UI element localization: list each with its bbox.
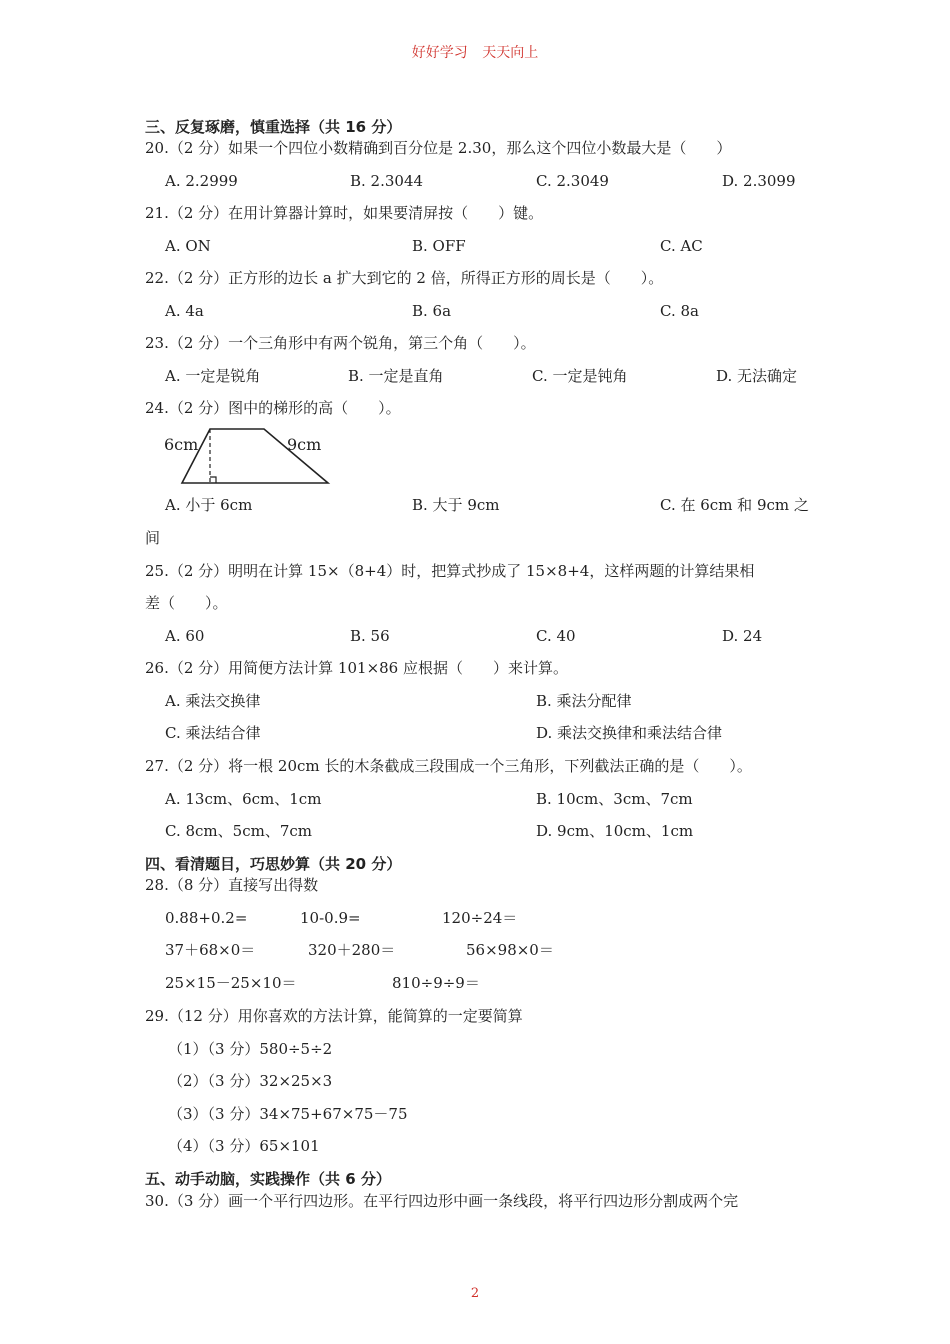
q30-text: 30.（3 分）画一个平行四边形。在平行四边形中画一条线段，将平行四边形分割成两个完 xyxy=(145,1192,739,1210)
header-right: 天天向上 xyxy=(482,45,539,61)
q21-option-c: C. AC xyxy=(660,237,703,255)
q25-text-line2: 差（ ）。 xyxy=(145,594,228,612)
q21-text: 21.（2 分）在用计算器计算时，如果要清屏按（ ）键。 xyxy=(145,204,544,222)
q27-option-d: D. 9cm、10cm、1cm xyxy=(536,822,694,840)
q23-option-b: B. 一定是直角 xyxy=(348,367,444,385)
q23-option-d: D. 无法确定 xyxy=(716,367,798,385)
section-3-title: 三、反复琢磨，慎重选择（共 16 分） xyxy=(145,118,402,136)
q24-option-c-continued: 间 xyxy=(145,529,161,547)
q27-option-a: A. 13cm、6cm、1cm xyxy=(165,790,322,808)
q24-option-a: A. 小于 6cm xyxy=(165,496,253,514)
q24-text: 24.（2 分）图中的梯形的高（ ）。 xyxy=(145,399,401,417)
q20-option-a: A. 2.2999 xyxy=(165,172,238,190)
q22-option-b: B. 6a xyxy=(412,302,452,320)
q26-text: 26.（2 分）用简便方法计算 101×86 应根据（ ）来计算。 xyxy=(145,659,568,677)
q26-option-c: C. 乘法结合律 xyxy=(165,724,261,742)
trapezoid-right-label: 9cm xyxy=(287,435,322,454)
q27-option-c: C. 8cm、5cm、7cm xyxy=(165,822,312,840)
page-number: 2 xyxy=(470,1286,480,1301)
q20-option-c: C. 2.3049 xyxy=(536,172,609,190)
section-5-title: 五、动手动脑，实践操作（共 6 分） xyxy=(145,1170,391,1188)
q28-item: 37＋68×0＝ xyxy=(165,941,256,959)
q23-option-a: A. 一定是锐角 xyxy=(165,367,261,385)
q25-option-c: C. 40 xyxy=(536,627,576,645)
page-header xyxy=(0,42,950,62)
q23-text: 23.（2 分）一个三角形中有两个锐角，第三个角（ ）。 xyxy=(145,334,536,352)
right-angle-mark xyxy=(210,477,216,483)
q29-part-3: （3）（3 分）34×75+67×75－75 xyxy=(168,1105,408,1123)
q20-text: 20.（2 分）如果一个四位小数精确到百分位是 2.30，那么这个四位小数最大是（ ） xyxy=(145,139,732,157)
section-4-title: 四、看清题目，巧思妙算（共 20 分） xyxy=(145,855,402,873)
q24-option-c: C. 在 6cm 和 9cm 之 xyxy=(660,496,809,514)
q27-text: 27.（2 分）将一根 20cm 长的木条截成三段围成一个三角形，下列截法正确的是（ ）。 xyxy=(145,757,752,775)
q22-option-c: C. 8a xyxy=(660,302,699,320)
q28-text: 28.（8 分）直接写出得数 xyxy=(145,876,319,894)
q28-item: 810÷9÷9＝ xyxy=(392,974,480,992)
q20-option-b: B. 2.3044 xyxy=(350,172,424,190)
q29-part-4: （4）（3 分）65×101 xyxy=(168,1137,320,1155)
q28-item: 56×98×0＝ xyxy=(466,941,554,959)
q29-text: 29.（12 分）用你喜欢的方法计算，能简算的一定要简算 xyxy=(145,1007,523,1025)
q25-option-d: D. 24 xyxy=(722,627,763,645)
q26-option-d: D. 乘法交换律和乘法结合律 xyxy=(536,724,723,742)
trapezoid-figure xyxy=(160,425,340,487)
q25-option-a: A. 60 xyxy=(165,627,205,645)
header-left: 好好学习 xyxy=(411,45,468,61)
q22-option-a: A. 4a xyxy=(165,302,204,320)
trapezoid-left-label: 6cm xyxy=(164,435,199,454)
q28-item: 25×15－25×10＝ xyxy=(165,974,297,992)
q23-option-c: C. 一定是钝角 xyxy=(532,367,628,385)
q28-item: 120÷24＝ xyxy=(442,909,518,927)
q25-option-b: B. 56 xyxy=(350,627,390,645)
q21-option-b: B. OFF xyxy=(412,237,466,255)
q26-option-b: B. 乘法分配律 xyxy=(536,692,632,710)
q20-option-d: D. 2.3099 xyxy=(722,172,796,190)
q28-item: 0.88+0.2= xyxy=(165,909,248,927)
q28-item: 320＋280＝ xyxy=(308,941,396,959)
q28-item: 10-0.9= xyxy=(300,909,361,927)
q29-part-1: （1）（3 分）580÷5÷2 xyxy=(168,1040,333,1058)
q27-option-b: B. 10cm、3cm、7cm xyxy=(536,790,693,808)
q26-option-a: A. 乘法交换律 xyxy=(165,692,261,710)
q24-option-b: B. 大于 9cm xyxy=(412,496,500,514)
q25-text: 25.（2 分）明明在计算 15×（8+4）时，把算式抄成了 15×8+4，这样两题的计算结果相 xyxy=(145,562,755,580)
q21-option-a: A. ON xyxy=(165,237,211,255)
q22-text: 22.（2 分）正方形的边长 a 扩大到它的 2 倍，所得正方形的周长是（ ）。 xyxy=(145,269,664,287)
q29-part-2: （2）（3 分）32×25×3 xyxy=(168,1072,333,1090)
